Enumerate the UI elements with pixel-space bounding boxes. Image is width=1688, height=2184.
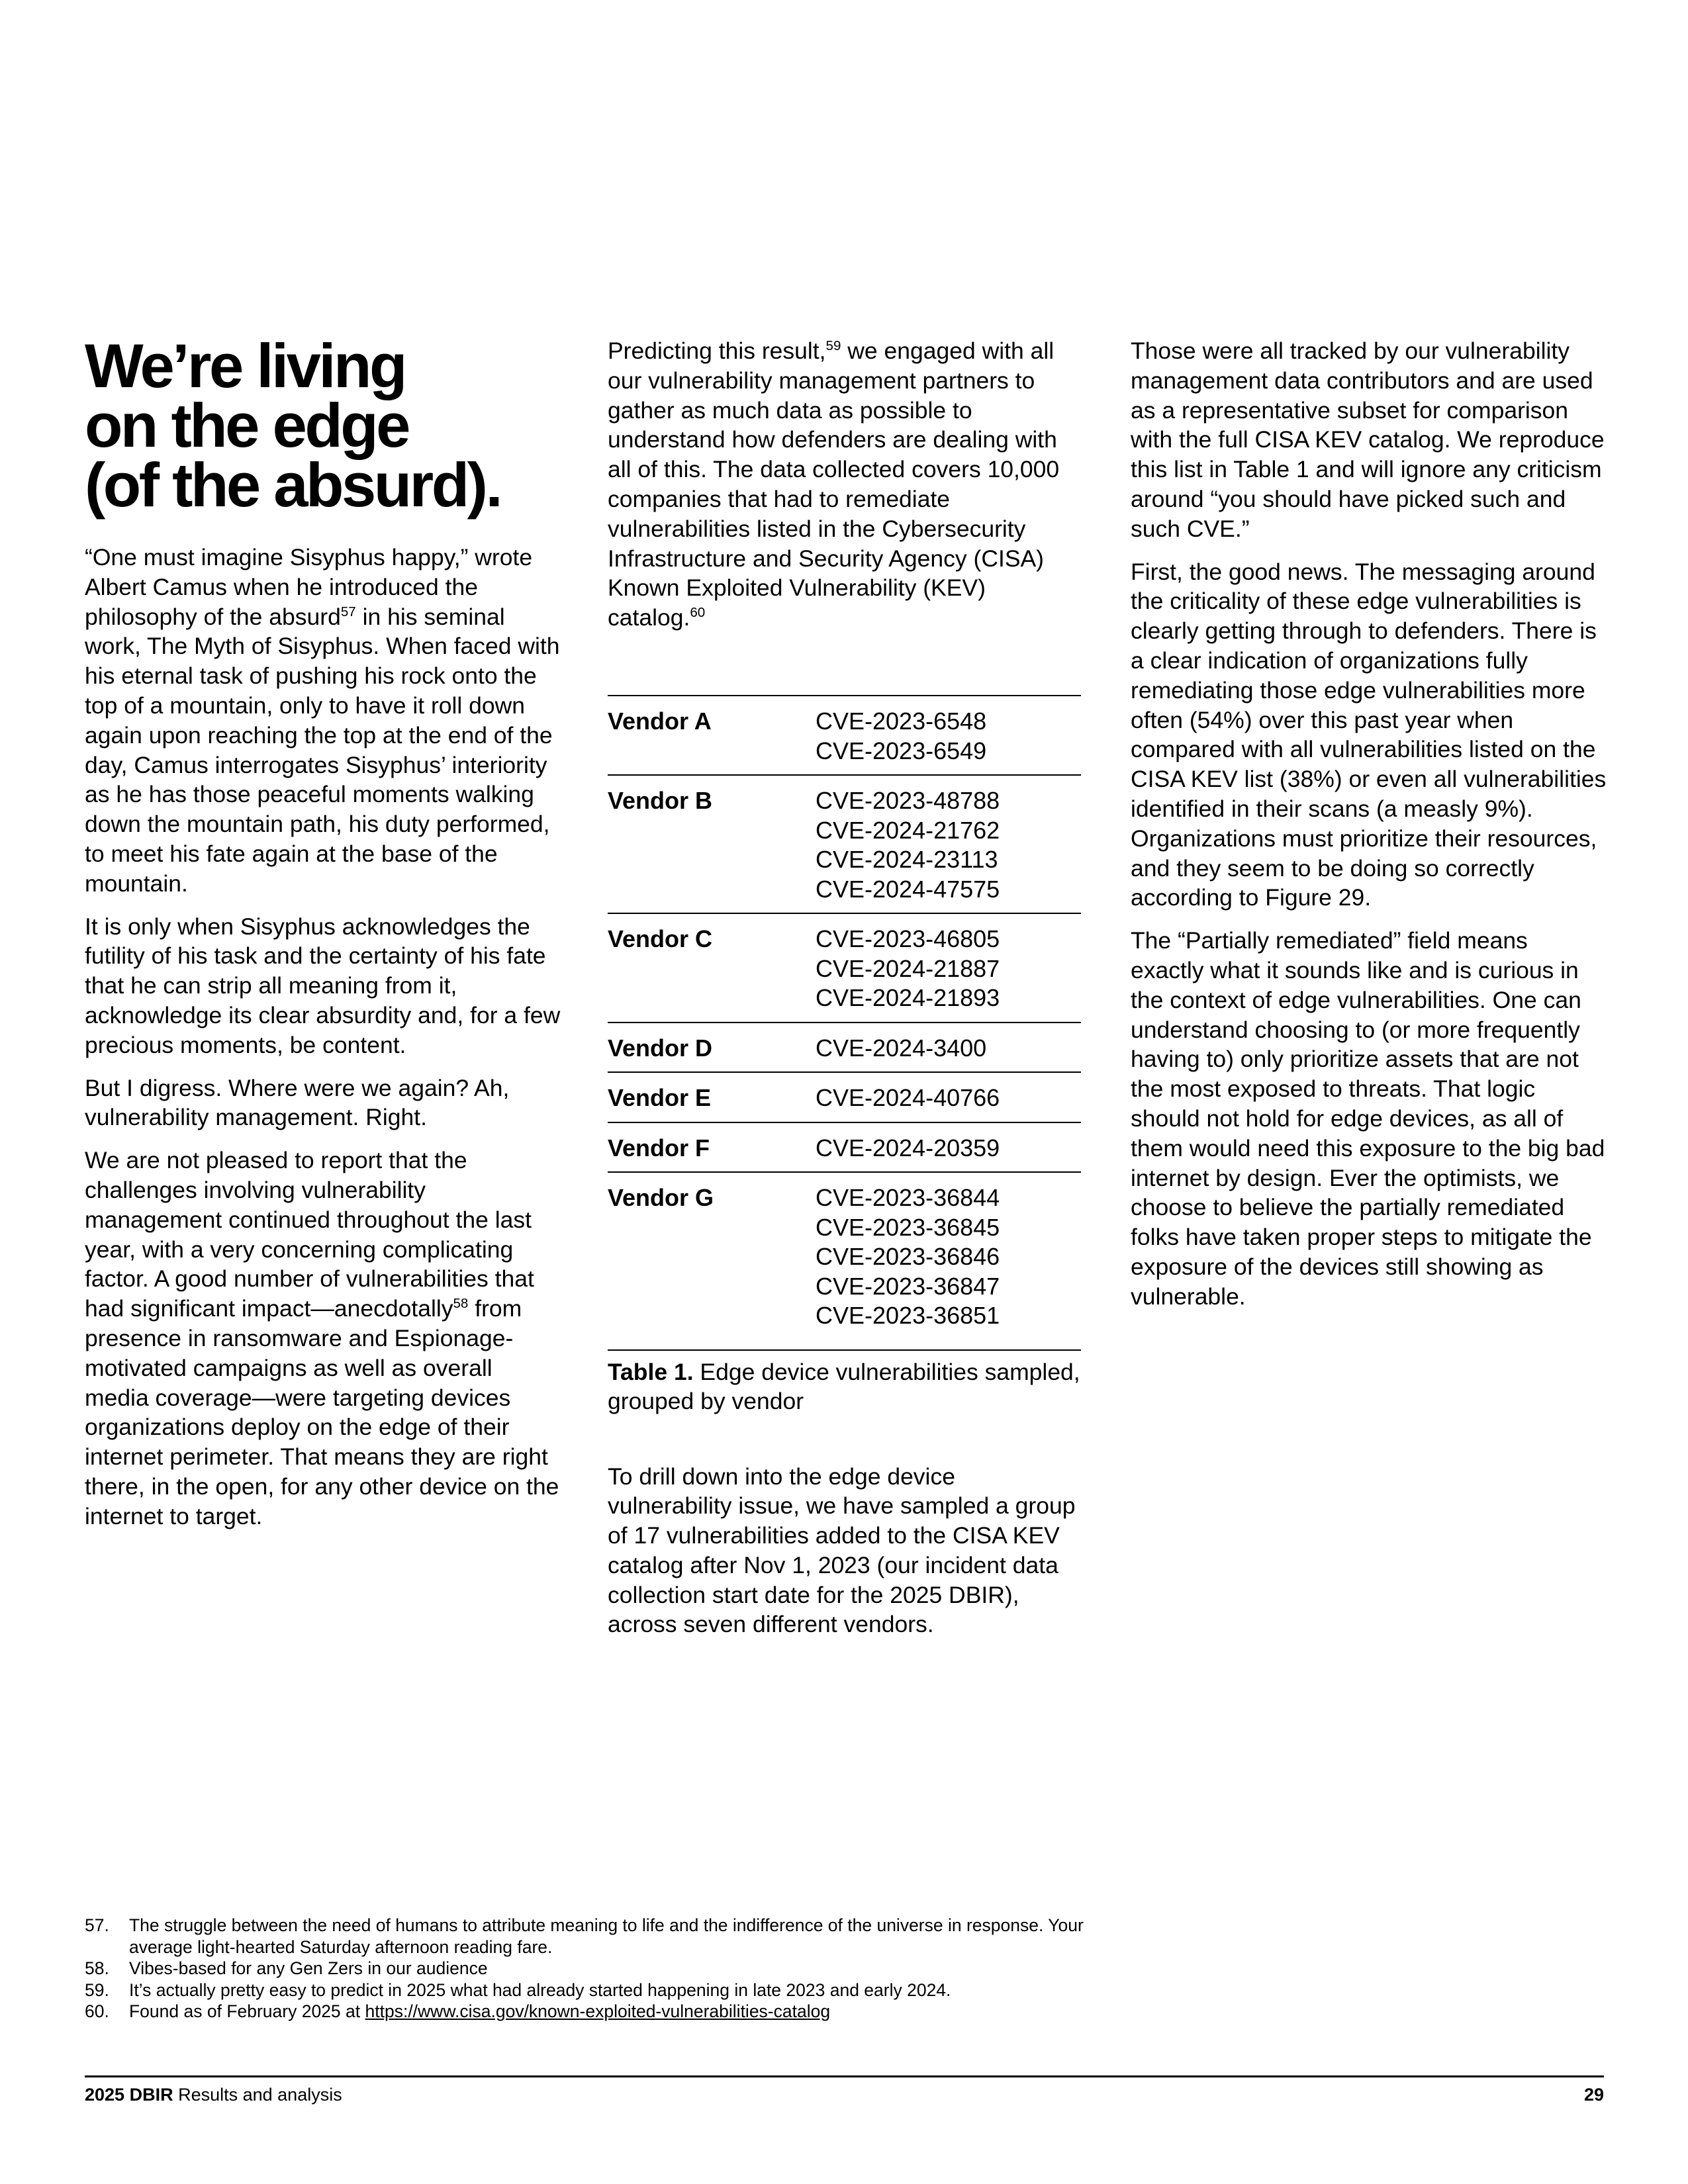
- paragraph-challenges: We are not pleased to report that the challenges involving vulnerability management continued throughout the last year, with a very concerning complicating factor. A good number of vulnerabilities that had significant impact—anecdotally$^{58}$ from presence in ransomware and Espionage-motivated campaigns as well as overall media coverage—were targeting devices organizations deploy on the edge of their internet perimeter. That means they are right there, in the open, for any other device on the internet to target.: [85, 1147, 559, 1529]
- vendor-name: Vendor E: [608, 1084, 712, 1111]
- cve-id: CVE-2024-47575: [816, 875, 1000, 903]
- cve-list: [816, 786, 1081, 904]
- cve-list: [816, 1083, 1081, 1113]
- footnote: [85, 1979, 1131, 2001]
- cve-id: CVE-2023-36845: [816, 1213, 1000, 1241]
- footer-divider: [85, 2075, 1604, 2077]
- table-caption-text: Edge device vulnerabilities sampled, grouped by vendor: [608, 1358, 1080, 1414]
- page-headline: [85, 331, 561, 520]
- cve-id: CVE-2024-40766: [816, 1084, 1000, 1111]
- footnote: [85, 1958, 1131, 1979]
- cve-id: CVE-2024-3400: [816, 1034, 987, 1062]
- column-left: [85, 331, 561, 1545]
- footnote-text: It’s actually pretty easy to predict in 2025 what had already started happening in late 2023 and early 2024.: [129, 1979, 951, 2000]
- headline-line-3: (of the absurd).: [85, 450, 501, 520]
- footnote: [85, 2001, 1131, 2023]
- paragraph-predicting: Predicting this result,$^{59}$ we engaged with all our vulnerability management partners to gather as much data as possible to understand how defenders are dealing with all of this. The data collected covers 10,000 companies that had to remediate vulnerabilities listed in the Cybersecurity Infrastructure and Security Agency (CISA) Known Exploited Vulnerability (KEV) catalog.$^{60}$: [608, 338, 1060, 631]
- footer-report-name: 2025 DBIR: [85, 2085, 173, 2105]
- paragraph-tracked: Those were all tracked by our vulnerability management data contributors and are used as a representative subset for comparison with the full CISA KEV catalog. We reproduce this list in Table 1 and will ignore any criticism around “you should have picked such and such CVE.”: [1131, 338, 1605, 542]
- footnote-ref-59[interactable]: 59: [825, 338, 841, 354]
- footnote-text: Found as of February 2025 at https://www.cisa.gov/known-exploited-vulnerabilities-catalog: [129, 2001, 831, 2021]
- cve-id: CVE-2024-20359: [816, 1134, 1000, 1161]
- cve-id: CVE-2023-6549: [816, 737, 987, 764]
- cve-id: CVE-2023-48788: [816, 787, 1000, 814]
- vendor-name: Vendor D: [608, 1034, 713, 1062]
- vendor-name: Vendor C: [608, 925, 713, 952]
- vendor-cve-table: [608, 695, 1081, 1663]
- footnote-number: 60.: [85, 2001, 109, 2021]
- vendor-name: Vendor F: [608, 1134, 710, 1161]
- cve-id: CVE-2023-46805: [816, 925, 1000, 952]
- paragraph-partially-remediated: The “Partially remediated” field means exactly what it sounds like and is curious in the context of edge vulnerabilities. One can understand choosing to (or more frequently having to) only prioritize assets that are not the most exposed to threats. That logic should not hold for edge devices, as all of them would need this exposure to the big bad internet by design. Ever the optimists, we choose to believe the partially remediated folks have taken proper steps to mitigate the exposure of the devices still showing as vulnerable.: [1131, 927, 1605, 1310]
- table-row: [608, 774, 1081, 913]
- cve-id: CVE-2024-21893: [816, 984, 1000, 1011]
- paragraph-drill-down: To drill down into the edge device vulnerability issue, we have sampled a group of 17 vulnerabilities added to the CISA KEV catalog after Nov 1, 2023 (our incident data collection start date for the 2025 DBIR), across seven different vendors.: [608, 1463, 1076, 1638]
- vendor-name: Vendor A: [608, 707, 712, 735]
- cve-list: [816, 1183, 1081, 1331]
- cve-list: [816, 707, 1081, 766]
- cve-id: CVE-2024-21762: [816, 816, 1000, 844]
- headline-line-1: We’re living: [85, 331, 405, 400]
- cve-id: CVE-2023-36847: [816, 1272, 1000, 1300]
- table-row: [608, 1022, 1081, 1072]
- cve-list: [816, 925, 1081, 1013]
- footnote-number: 57.: [85, 1915, 109, 1935]
- vendor-name: Vendor B: [608, 787, 713, 814]
- cve-id: CVE-2024-21887: [816, 954, 1000, 982]
- table-bottom-rule: [608, 1349, 1081, 1351]
- table-row: [608, 913, 1081, 1022]
- column-right: [1131, 336, 1607, 1325]
- vendor-name: Vendor G: [608, 1184, 714, 1211]
- footnotes: [85, 1915, 1131, 2023]
- paragraph-good-news: First, the good news. The messaging around the criticality of these edge vulnerabilities is clearly getting through to defenders. There is a clear indication of organizations fully remediating those edge vulnerabilities more often (54%) over this past year when compared with all vulnerabilities listed on the CISA KEV list (38%) or even all vulnerabilities identified in their scans (a measly 9%). Organizations must prioritize their resources, and they seem to be doing so correctly according to Figure 29.: [1131, 558, 1607, 911]
- footnote-text: The struggle between the need of humans to attribute meaning to life and the indifference of the universe in response. Your average light-hearted Saturday afternoon reading fare.: [129, 1915, 1084, 1957]
- table-row: [608, 1122, 1081, 1172]
- paragraph-sisyphus-intro: “One must imagine Sisyphus happy,” wrote Albert Camus when he introduced the philosophy of the absurd$^{57}$ in his seminal work, The Myth of Sisyphus. When faced with his eternal task of pushing his rock onto the top of a mountain, only to have it roll down again upon reaching the top at the end of the day, Camus interrogates Sisyphus’ interiority as he has those peaceful moments walking down the mountain path, his duty performed, to meet his fate again at the base of the mountain.: [85, 544, 560, 897]
- footnote: [85, 1915, 1131, 1958]
- table-row: [608, 1071, 1081, 1122]
- headline-line-2: on the edge: [85, 390, 408, 460]
- footer-section: Results and analysis: [173, 2085, 342, 2105]
- cve-id: CVE-2023-36851: [816, 1302, 1000, 1329]
- paragraph-digress: But I digress. Where were we again? Ah, vulnerability management. Right.: [85, 1074, 510, 1131]
- paragraph-sisyphus-futility: It is only when Sisyphus acknowledges the futility of his task and the certainty of his fate that he can strip all meaning from it, acknowledge its clear absurdity and, for a few precious moments, be content.: [85, 913, 561, 1058]
- footnote-number: 59.: [85, 1979, 109, 2000]
- cve-list: [816, 1034, 1081, 1064]
- table-row: [608, 1171, 1081, 1340]
- footnote-ref-60[interactable]: 60: [690, 605, 706, 621]
- page-number: 29: [1583, 2085, 1604, 2105]
- cve-id: CVE-2023-36846: [816, 1243, 1000, 1270]
- footnote-ref-57[interactable]: 57: [340, 604, 356, 619]
- cisa-kev-link[interactable]: https://www.cisa.gov/known-exploited-vulnerabilities-catalog: [365, 2001, 831, 2021]
- cve-id: CVE-2023-6548: [816, 707, 987, 735]
- footnote-number: 58.: [85, 1958, 109, 1978]
- footer-title: [85, 2083, 342, 2106]
- table-caption-label: Table 1.: [608, 1358, 694, 1385]
- table-row: [608, 695, 1081, 774]
- cve-list: [816, 1134, 1081, 1163]
- cve-id: CVE-2023-36844: [816, 1184, 1000, 1211]
- footnote-ref-58[interactable]: 58: [453, 1296, 469, 1312]
- table-caption: [608, 1357, 1081, 1416]
- column-middle: [608, 336, 1084, 646]
- footnote-text: Vibes-based for any Gen Zers in our audience: [129, 1958, 488, 1978]
- cve-id: CVE-2024-23113: [816, 846, 998, 873]
